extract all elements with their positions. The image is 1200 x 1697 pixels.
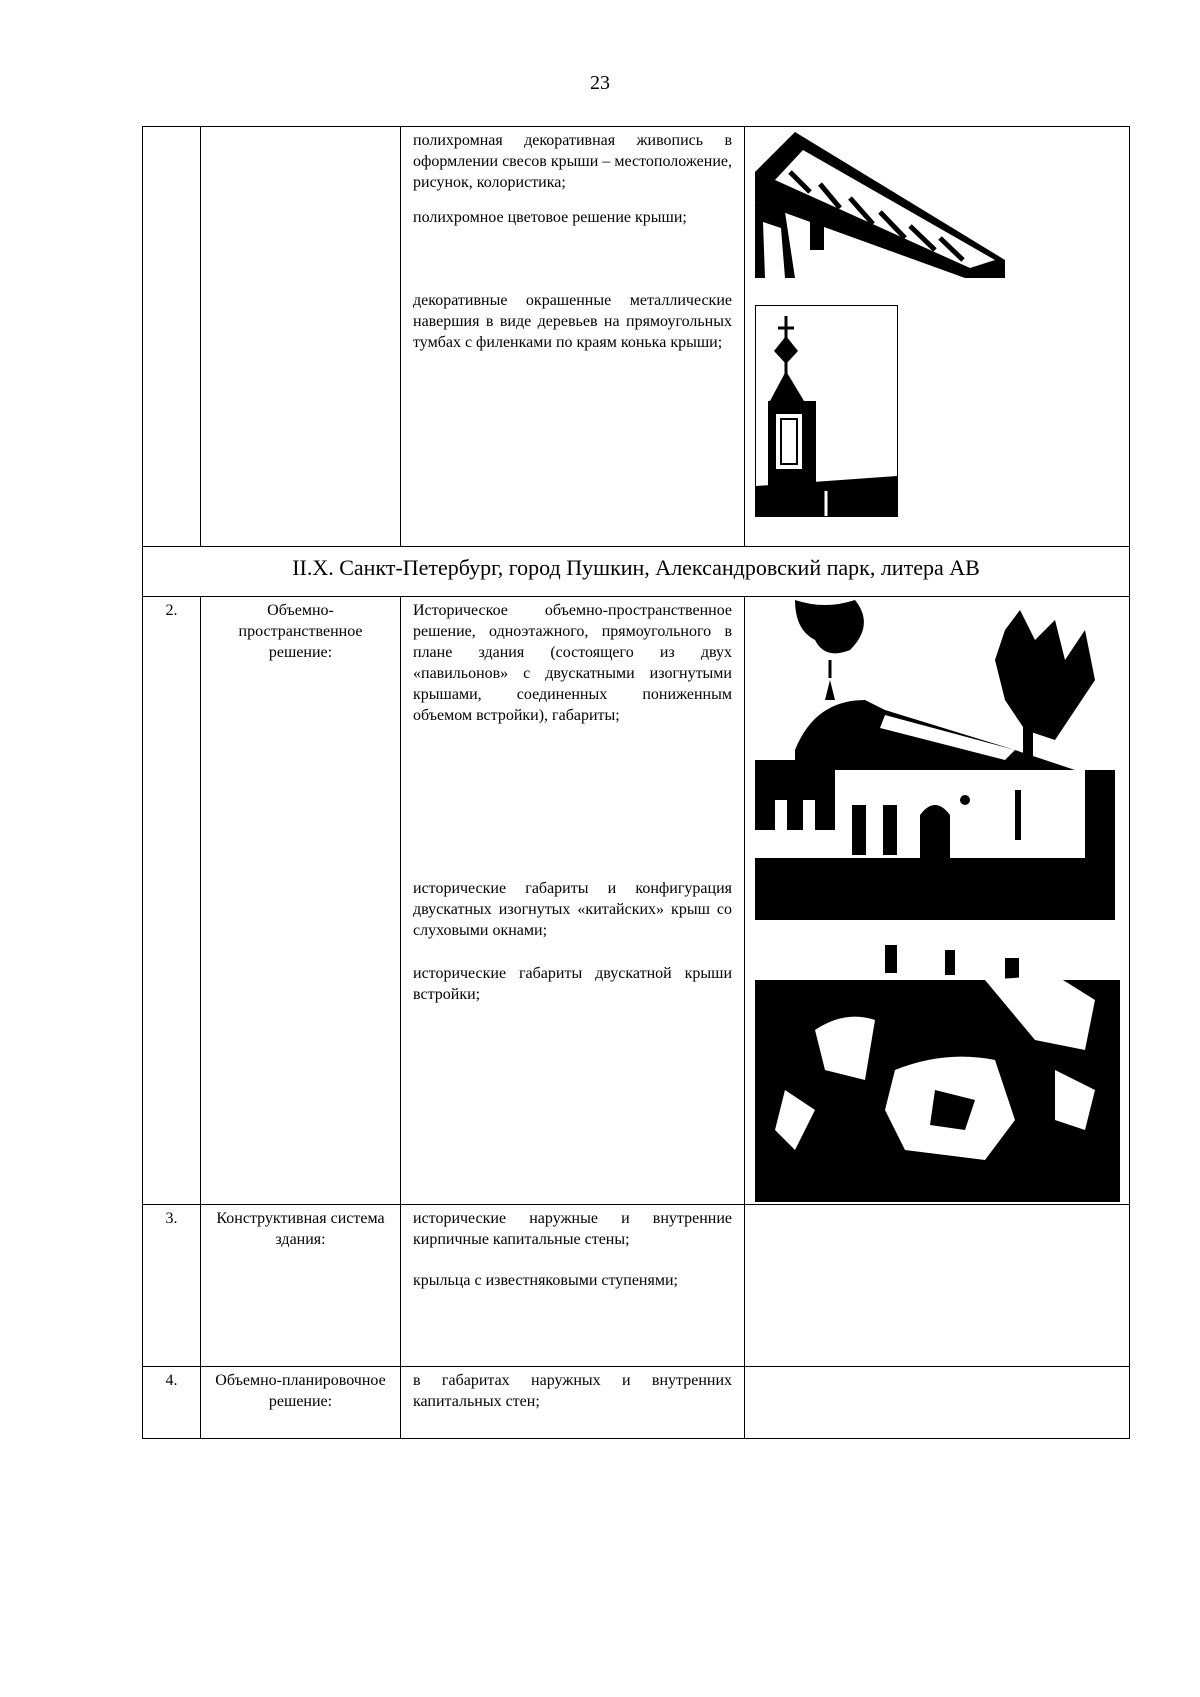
- section-title: II.X. Санкт-Петербург, город Пушкин, Александровский парк, литера АВ: [292, 555, 980, 580]
- row-2-name: Объемно-пространственное решение:: [238, 602, 363, 661]
- roof-finial-photo: [755, 305, 898, 517]
- col-line: [200, 126, 201, 547]
- row-line: [142, 1366, 1130, 1367]
- table-right-border: [1129, 126, 1130, 1439]
- list-item: исторические габариты двускатной крыши встройки;: [413, 965, 732, 1003]
- roofs-aerial-photo: [755, 940, 1120, 1202]
- row-line: [142, 596, 1130, 597]
- row-4-number: 4.: [165, 1372, 178, 1389]
- list-item: в габаритах наружных и внутренних капитальных стен;: [413, 1372, 732, 1410]
- row-3-description: [401, 1206, 744, 1313]
- table-left-border: [142, 126, 143, 1439]
- row-4-description: [401, 1368, 744, 1434]
- col-line: [744, 596, 745, 1439]
- list-item: крыльца с известняковыми ступенями;: [413, 1272, 678, 1289]
- pavilion-facade-photo: [755, 600, 1115, 920]
- col-line: [200, 596, 201, 1439]
- page-number: 23: [590, 72, 610, 94]
- table-bottom-border: [142, 1438, 1130, 1439]
- list-item: декоративные окрашенные металлические навершия в виде деревьев на прямоугольных тумбах с филенками по краям конька крыши;: [413, 292, 732, 351]
- list-item: исторические наружные и внутренние кирпичные капитальные стены;: [413, 1210, 732, 1248]
- row-2-number: 2.: [165, 602, 178, 619]
- list-item: Историческое объемно-пространственное решение, одноэтажного, прямоугольного в плане здания (состоящего из двух «павильонов» с двускатными изогнутыми крышами, соединенных пониженным объемом встройки), габариты;: [413, 602, 732, 724]
- row-cont-description: [401, 128, 744, 546]
- row-line: [142, 546, 1130, 547]
- list-item: полихромное цветовое решение крыши;: [413, 209, 687, 226]
- eave-painting-photo: [755, 132, 1005, 278]
- table-top-border: [142, 126, 1130, 127]
- list-item: исторические габариты и конфигурация двускатных изогнутых «китайских» крыш со слуховыми окнами;: [413, 880, 732, 939]
- row-3-name: Конструктивная система здания:: [216, 1210, 385, 1248]
- list-item: полихромная декоративная живопись в оформлении свесов крыши – местоположение, рисунок, колористика;: [413, 132, 732, 191]
- row-2-description: [401, 598, 744, 1027]
- row-line: [142, 1204, 1130, 1205]
- row-4-name: Объемно-планировочное решение:: [215, 1372, 386, 1410]
- col-line: [744, 126, 745, 547]
- row-3-number: 3.: [165, 1210, 178, 1227]
